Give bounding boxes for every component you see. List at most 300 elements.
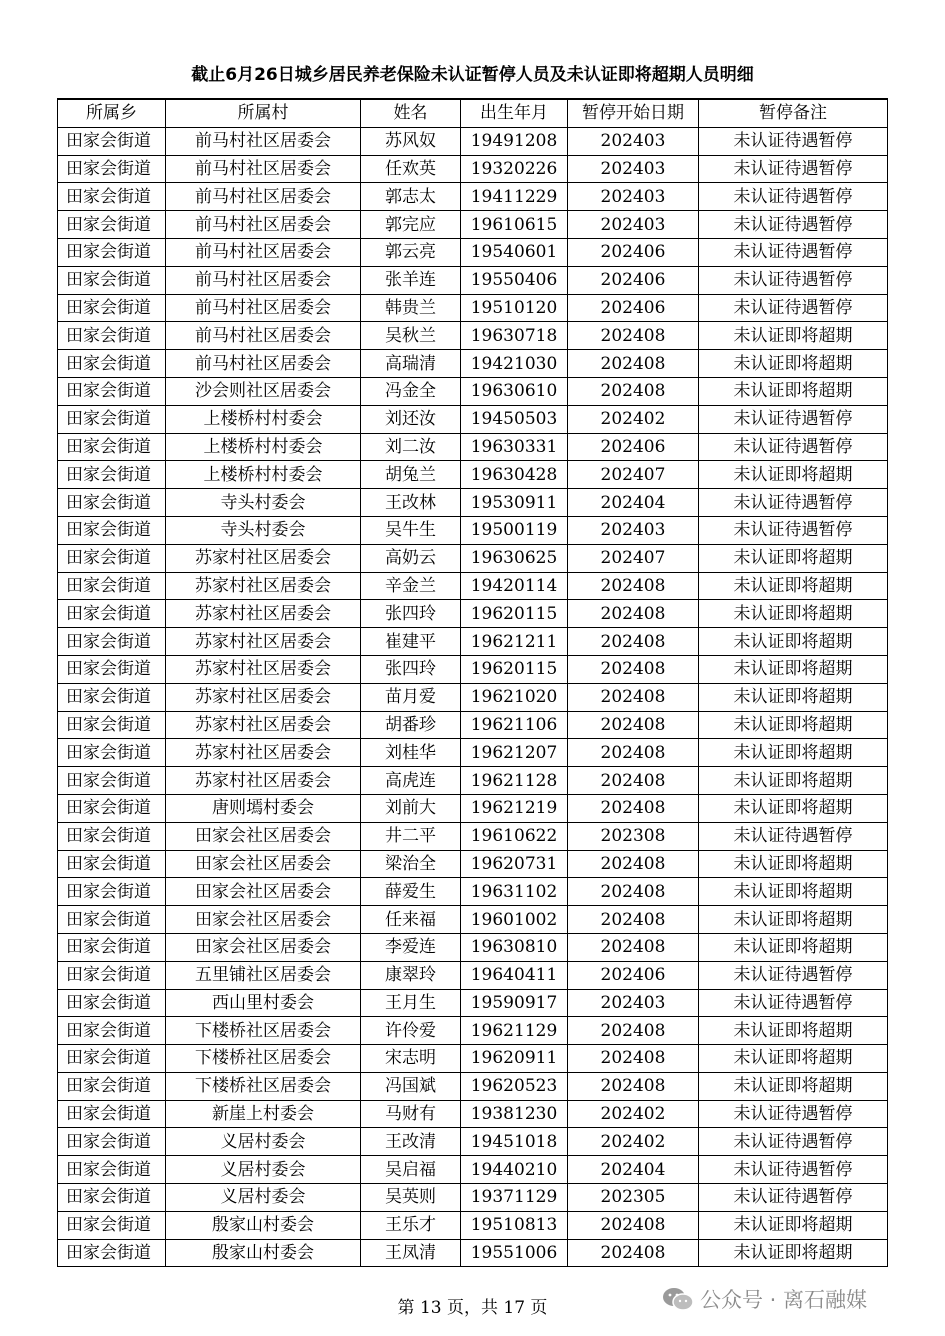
cell-name: 宋志明: [361, 1045, 461, 1073]
cell-suspend-note: 未认证即将超期: [699, 878, 888, 906]
cell-birth-date: 19320226: [461, 155, 568, 183]
cell-birth-date: 19621211: [461, 628, 568, 656]
cell-suspend-note: 未认证待遇暂停: [699, 155, 888, 183]
cell-suspend-start: 202408: [568, 1045, 699, 1073]
cell-village: 新崖上村委会: [166, 1100, 361, 1128]
cell-name: 任欢英: [361, 155, 461, 183]
cell-township: 田家会街道: [58, 266, 166, 294]
table-row: [58, 739, 888, 767]
cell-village: 前马村社区居委会: [166, 183, 361, 211]
table-row: [58, 1045, 888, 1073]
cell-birth-date: 19411229: [461, 183, 568, 211]
cell-suspend-note: 未认证即将超期: [699, 572, 888, 600]
cell-suspend-start: 202408: [568, 1211, 699, 1239]
cell-suspend-start: 202408: [568, 739, 699, 767]
cell-suspend-start: 202403: [568, 211, 699, 239]
cell-birth-date: 19621207: [461, 739, 568, 767]
cell-suspend-note: 未认证待遇暂停: [699, 183, 888, 211]
cell-village: 苏家村社区居委会: [166, 572, 361, 600]
cell-birth-date: 19621128: [461, 767, 568, 795]
cell-suspend-start: 202408: [568, 1239, 699, 1267]
cell-village: 前马村社区居委会: [166, 238, 361, 266]
cell-birth-date: 19630428: [461, 461, 568, 489]
cell-suspend-note: 未认证即将超期: [699, 350, 888, 378]
cell-township: 田家会街道: [58, 878, 166, 906]
cell-township: 田家会街道: [58, 1100, 166, 1128]
cell-name: 刘二汝: [361, 433, 461, 461]
cell-township: 田家会街道: [58, 572, 166, 600]
cell-suspend-note: 未认证待遇暂停: [699, 516, 888, 544]
cell-township: 田家会街道: [58, 850, 166, 878]
cell-township: 田家会街道: [58, 767, 166, 795]
cell-suspend-start: 202408: [568, 572, 699, 600]
table-row: [58, 433, 888, 461]
cell-suspend-start: 202406: [568, 266, 699, 294]
cell-township: 田家会街道: [58, 350, 166, 378]
table-row: [58, 516, 888, 544]
cell-birth-date: 19620731: [461, 850, 568, 878]
cell-suspend-start: 202408: [568, 628, 699, 656]
cell-township: 田家会街道: [58, 1072, 166, 1100]
cell-suspend-note: 未认证即将超期: [699, 600, 888, 628]
cell-name: 康翠玲: [361, 961, 461, 989]
cell-suspend-note: 未认证待遇暂停: [699, 433, 888, 461]
cell-village: 苏家村社区居委会: [166, 711, 361, 739]
cell-suspend-start: 202403: [568, 155, 699, 183]
cell-name: 梁治全: [361, 850, 461, 878]
cell-village: 苏家村社区居委会: [166, 628, 361, 656]
cell-township: 田家会街道: [58, 989, 166, 1017]
table-row: [58, 544, 888, 572]
cell-township: 田家会街道: [58, 600, 166, 628]
cell-village: 上楼桥村村委会: [166, 433, 361, 461]
cell-suspend-start: 202406: [568, 294, 699, 322]
cell-birth-date: 19590917: [461, 989, 568, 1017]
cell-village: 苏家村社区居委会: [166, 683, 361, 711]
cell-birth-date: 19630331: [461, 433, 568, 461]
watermark-text: 公众号 · 离石融媒: [700, 1288, 868, 1312]
cell-name: 韩贵兰: [361, 294, 461, 322]
cell-township: 田家会街道: [58, 377, 166, 405]
cell-suspend-note: 未认证即将超期: [699, 544, 888, 572]
cell-township: 田家会街道: [58, 211, 166, 239]
cell-suspend-note: 未认证即将超期: [699, 1072, 888, 1100]
cell-suspend-start: 202406: [568, 433, 699, 461]
cell-suspend-note: 未认证待遇暂停: [699, 405, 888, 433]
table-row: [58, 294, 888, 322]
cell-suspend-note: 未认证待遇暂停: [699, 266, 888, 294]
table-row: [58, 961, 888, 989]
cell-village: 前马村社区居委会: [166, 266, 361, 294]
cell-suspend-start: 202408: [568, 683, 699, 711]
column-header-birth-date: 出生年月: [461, 99, 568, 127]
cell-township: 田家会街道: [58, 906, 166, 934]
column-header-village: 所属村: [166, 99, 361, 127]
cell-suspend-start: 202308: [568, 822, 699, 850]
cell-suspend-start: 202403: [568, 516, 699, 544]
cell-suspend-note: 未认证待遇暂停: [699, 961, 888, 989]
cell-village: 寺头村委会: [166, 489, 361, 517]
cell-village: 寺头村委会: [166, 516, 361, 544]
table-row: [58, 238, 888, 266]
cell-birth-date: 19530911: [461, 489, 568, 517]
table-row: [58, 794, 888, 822]
cell-village: 义居村委会: [166, 1184, 361, 1212]
cell-birth-date: 19621020: [461, 683, 568, 711]
cell-village: 上楼桥村村委会: [166, 461, 361, 489]
cell-name: 刘前大: [361, 794, 461, 822]
cell-suspend-note: 未认证待遇暂停: [699, 1100, 888, 1128]
cell-village: 上楼桥村村委会: [166, 405, 361, 433]
cell-suspend-note: 未认证待遇暂停: [699, 1156, 888, 1184]
table-row: [58, 655, 888, 683]
cell-name: 苏风奴: [361, 127, 461, 155]
cell-birth-date: 19450503: [461, 405, 568, 433]
watermark: [662, 1284, 867, 1314]
cell-birth-date: 19421030: [461, 350, 568, 378]
cell-birth-date: 19500119: [461, 516, 568, 544]
table-row: [58, 628, 888, 656]
cell-suspend-note: 未认证即将超期: [699, 794, 888, 822]
cell-village: 田家会社区居委会: [166, 933, 361, 961]
table-row: [58, 600, 888, 628]
cell-township: 田家会街道: [58, 739, 166, 767]
roster-table: [57, 98, 888, 1267]
table-row: [58, 711, 888, 739]
cell-suspend-start: 202408: [568, 377, 699, 405]
cell-suspend-note: 未认证待遇暂停: [699, 989, 888, 1017]
cell-village: 田家会社区居委会: [166, 850, 361, 878]
cell-suspend-start: 202408: [568, 655, 699, 683]
cell-suspend-note: 未认证即将超期: [699, 628, 888, 656]
cell-suspend-note: 未认证待遇暂停: [699, 127, 888, 155]
cell-township: 田家会街道: [58, 405, 166, 433]
cell-suspend-note: 未认证待遇暂停: [699, 211, 888, 239]
cell-township: 田家会街道: [58, 655, 166, 683]
cell-birth-date: 19630625: [461, 544, 568, 572]
table-row: [58, 933, 888, 961]
cell-village: 苏家村社区居委会: [166, 655, 361, 683]
cell-name: 许伶爱: [361, 1017, 461, 1045]
wechat-icon: [662, 1286, 694, 1312]
cell-suspend-start: 202408: [568, 322, 699, 350]
cell-village: 义居村委会: [166, 1128, 361, 1156]
cell-township: 田家会街道: [58, 711, 166, 739]
cell-suspend-note: 未认证待遇暂停: [699, 489, 888, 517]
cell-birth-date: 19620115: [461, 655, 568, 683]
cell-township: 田家会街道: [58, 961, 166, 989]
cell-suspend-note: 未认证即将超期: [699, 1017, 888, 1045]
cell-village: 西山里村委会: [166, 989, 361, 1017]
cell-suspend-note: 未认证即将超期: [699, 377, 888, 405]
cell-name: 王凤清: [361, 1239, 461, 1267]
cell-birth-date: 19420114: [461, 572, 568, 600]
cell-suspend-start: 202407: [568, 544, 699, 572]
cell-suspend-note: 未认证待遇暂停: [699, 294, 888, 322]
table-row: [58, 1156, 888, 1184]
cell-birth-date: 19621219: [461, 794, 568, 822]
cell-suspend-start: 202404: [568, 1156, 699, 1184]
cell-name: 崔建平: [361, 628, 461, 656]
table-row: [58, 350, 888, 378]
cell-suspend-note: 未认证待遇暂停: [699, 1128, 888, 1156]
cell-birth-date: 19630810: [461, 933, 568, 961]
table-row: [58, 1184, 888, 1212]
cell-suspend-start: 202408: [568, 350, 699, 378]
page-number: 第 13 页，共 17 页: [397, 1298, 548, 1318]
cell-birth-date: 19621106: [461, 711, 568, 739]
cell-name: 任来福: [361, 906, 461, 934]
table-row: [58, 1017, 888, 1045]
page-title: 截止6月26日城乡居民养老保险未认证暂停人员及未认证即将超期人员明细: [191, 65, 754, 85]
cell-birth-date: 19510813: [461, 1211, 568, 1239]
cell-birth-date: 19440210: [461, 1156, 568, 1184]
cell-name: 王乐才: [361, 1211, 461, 1239]
cell-township: 田家会街道: [58, 433, 166, 461]
cell-birth-date: 19610622: [461, 822, 568, 850]
cell-name: 郭志太: [361, 183, 461, 211]
cell-township: 田家会街道: [58, 1017, 166, 1045]
cell-birth-date: 19610615: [461, 211, 568, 239]
cell-township: 田家会街道: [58, 933, 166, 961]
cell-name: 张四玲: [361, 655, 461, 683]
table-row: [58, 266, 888, 294]
cell-name: 苗月爱: [361, 683, 461, 711]
table-row: [58, 822, 888, 850]
cell-township: 田家会街道: [58, 628, 166, 656]
cell-suspend-note: 未认证即将超期: [699, 933, 888, 961]
cell-suspend-start: 202408: [568, 933, 699, 961]
cell-name: 冯国斌: [361, 1072, 461, 1100]
cell-suspend-start: 202408: [568, 1017, 699, 1045]
cell-suspend-note: 未认证即将超期: [699, 739, 888, 767]
cell-township: 田家会街道: [58, 322, 166, 350]
column-header-township: 所属乡: [58, 99, 166, 127]
table-row: [58, 1239, 888, 1267]
cell-suspend-start: 202408: [568, 1072, 699, 1100]
cell-suspend-start: 202407: [568, 461, 699, 489]
cell-name: 张羊连: [361, 266, 461, 294]
cell-suspend-start: 202408: [568, 767, 699, 795]
cell-suspend-start: 202406: [568, 238, 699, 266]
cell-suspend-start: 202402: [568, 405, 699, 433]
cell-suspend-start: 202403: [568, 127, 699, 155]
cell-name: 冯金全: [361, 377, 461, 405]
cell-township: 田家会街道: [58, 127, 166, 155]
cell-name: 高奶云: [361, 544, 461, 572]
cell-suspend-start: 202408: [568, 850, 699, 878]
cell-suspend-start: 202408: [568, 794, 699, 822]
table-row: [58, 878, 888, 906]
cell-township: 田家会街道: [58, 516, 166, 544]
cell-village: 下楼桥社区居委会: [166, 1072, 361, 1100]
cell-village: 殷家山村委会: [166, 1211, 361, 1239]
cell-name: 胡番珍: [361, 711, 461, 739]
cell-suspend-note: 未认证待遇暂停: [699, 1184, 888, 1212]
cell-township: 田家会街道: [58, 1211, 166, 1239]
table-row: [58, 489, 888, 517]
cell-township: 田家会街道: [58, 822, 166, 850]
table-row: [58, 322, 888, 350]
cell-township: 田家会街道: [58, 1045, 166, 1073]
table-row: [58, 127, 888, 155]
table-row: [58, 1211, 888, 1239]
cell-suspend-start: 202403: [568, 183, 699, 211]
cell-name: 王改林: [361, 489, 461, 517]
cell-village: 苏家村社区居委会: [166, 600, 361, 628]
cell-suspend-start: 202402: [568, 1128, 699, 1156]
table-row: [58, 1100, 888, 1128]
cell-township: 田家会街道: [58, 544, 166, 572]
cell-village: 田家会社区居委会: [166, 906, 361, 934]
cell-birth-date: 19621129: [461, 1017, 568, 1045]
cell-suspend-note: 未认证即将超期: [699, 1045, 888, 1073]
cell-township: 田家会街道: [58, 294, 166, 322]
cell-village: 苏家村社区居委会: [166, 544, 361, 572]
cell-township: 田家会街道: [58, 238, 166, 266]
cell-suspend-note: 未认证即将超期: [699, 1239, 888, 1267]
cell-birth-date: 19491208: [461, 127, 568, 155]
table-row: [58, 683, 888, 711]
cell-village: 苏家村社区居委会: [166, 767, 361, 795]
cell-suspend-start: 202404: [568, 489, 699, 517]
cell-suspend-note: 未认证即将超期: [699, 1211, 888, 1239]
cell-suspend-note: 未认证即将超期: [699, 655, 888, 683]
cell-village: 前马村社区居委会: [166, 322, 361, 350]
cell-name: 辛金兰: [361, 572, 461, 600]
cell-suspend-start: 202403: [568, 989, 699, 1017]
cell-suspend-start: 202408: [568, 600, 699, 628]
cell-birth-date: 19371129: [461, 1184, 568, 1212]
cell-name: 胡兔兰: [361, 461, 461, 489]
cell-village: 田家会社区居委会: [166, 878, 361, 906]
cell-township: 田家会街道: [58, 1128, 166, 1156]
cell-birth-date: 19381230: [461, 1100, 568, 1128]
cell-suspend-note: 未认证即将超期: [699, 767, 888, 795]
cell-village: 前马村社区居委会: [166, 211, 361, 239]
cell-suspend-note: 未认证即将超期: [699, 322, 888, 350]
cell-village: 殷家山村委会: [166, 1239, 361, 1267]
cell-township: 田家会街道: [58, 794, 166, 822]
cell-name: 李爱连: [361, 933, 461, 961]
cell-village: 下楼桥社区居委会: [166, 1045, 361, 1073]
cell-village: 田家会社区居委会: [166, 822, 361, 850]
cell-township: 田家会街道: [58, 183, 166, 211]
cell-village: 义居村委会: [166, 1156, 361, 1184]
cell-suspend-note: 未认证即将超期: [699, 906, 888, 934]
cell-birth-date: 19630718: [461, 322, 568, 350]
cell-birth-date: 19550406: [461, 266, 568, 294]
column-header-suspend-note: 暂停备注: [699, 99, 888, 127]
cell-suspend-note: 未认证即将超期: [699, 461, 888, 489]
table-row: [58, 155, 888, 183]
table-row: [58, 906, 888, 934]
cell-birth-date: 19551006: [461, 1239, 568, 1267]
cell-name: 吴英则: [361, 1184, 461, 1212]
cell-birth-date: 19540601: [461, 238, 568, 266]
cell-township: 田家会街道: [58, 1239, 166, 1267]
cell-suspend-start: 202408: [568, 711, 699, 739]
cell-birth-date: 19620115: [461, 600, 568, 628]
cell-birth-date: 19451018: [461, 1128, 568, 1156]
table-row: [58, 989, 888, 1017]
cell-name: 吴秋兰: [361, 322, 461, 350]
cell-village: 前马村社区居委会: [166, 350, 361, 378]
cell-birth-date: 19620523: [461, 1072, 568, 1100]
column-header-name: 姓名: [361, 99, 461, 127]
cell-suspend-start: 202402: [568, 1100, 699, 1128]
cell-birth-date: 19631102: [461, 878, 568, 906]
cell-township: 田家会街道: [58, 155, 166, 183]
table-row: [58, 767, 888, 795]
table-row: [58, 850, 888, 878]
cell-suspend-note: 未认证即将超期: [699, 711, 888, 739]
cell-township: 田家会街道: [58, 461, 166, 489]
cell-name: 郭完应: [361, 211, 461, 239]
cell-village: 前马村社区居委会: [166, 155, 361, 183]
cell-name: 井二平: [361, 822, 461, 850]
cell-village: 五里铺社区居委会: [166, 961, 361, 989]
cell-name: 刘桂华: [361, 739, 461, 767]
cell-suspend-note: 未认证待遇暂停: [699, 822, 888, 850]
cell-village: 唐则墕村委会: [166, 794, 361, 822]
column-header-suspend-start: 暂停开始日期: [568, 99, 699, 127]
cell-village: 前马村社区居委会: [166, 127, 361, 155]
cell-village: 沙会则社区居委会: [166, 377, 361, 405]
cell-birth-date: 19510120: [461, 294, 568, 322]
cell-village: 苏家村社区居委会: [166, 739, 361, 767]
cell-township: 田家会街道: [58, 489, 166, 517]
cell-suspend-start: 202406: [568, 961, 699, 989]
cell-birth-date: 19601002: [461, 906, 568, 934]
table-row: [58, 461, 888, 489]
cell-village: 前马村社区居委会: [166, 294, 361, 322]
table-row: [58, 572, 888, 600]
cell-name: 吴牛生: [361, 516, 461, 544]
table-header-row: [58, 99, 888, 127]
cell-name: 王改清: [361, 1128, 461, 1156]
cell-name: 郭云亮: [361, 238, 461, 266]
cell-name: 马财有: [361, 1100, 461, 1128]
table-row: [58, 1128, 888, 1156]
cell-birth-date: 19640411: [461, 961, 568, 989]
cell-suspend-start: 202408: [568, 906, 699, 934]
cell-suspend-note: 未认证即将超期: [699, 683, 888, 711]
cell-birth-date: 19620911: [461, 1045, 568, 1073]
cell-name: 刘还汝: [361, 405, 461, 433]
table-row: [58, 1072, 888, 1100]
cell-suspend-start: 202408: [568, 878, 699, 906]
cell-name: 高瑞清: [361, 350, 461, 378]
table-row: [58, 183, 888, 211]
cell-name: 吴启福: [361, 1156, 461, 1184]
cell-name: 王月生: [361, 989, 461, 1017]
cell-name: 高虎连: [361, 767, 461, 795]
cell-suspend-note: 未认证即将超期: [699, 850, 888, 878]
cell-birth-date: 19630610: [461, 377, 568, 405]
cell-name: 张四玲: [361, 600, 461, 628]
cell-township: 田家会街道: [58, 1184, 166, 1212]
table-row: [58, 211, 888, 239]
cell-township: 田家会街道: [58, 1156, 166, 1184]
cell-suspend-note: 未认证待遇暂停: [699, 238, 888, 266]
table-row: [58, 377, 888, 405]
cell-village: 下楼桥社区居委会: [166, 1017, 361, 1045]
cell-suspend-start: 202305: [568, 1184, 699, 1212]
cell-township: 田家会街道: [58, 683, 166, 711]
cell-name: 薛爱生: [361, 878, 461, 906]
table-row: [58, 405, 888, 433]
